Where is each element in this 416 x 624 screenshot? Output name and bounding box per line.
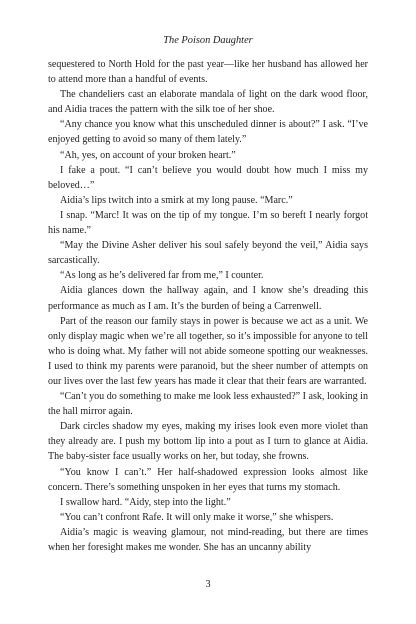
paragraph: “Any chance you know what this unscheduled dinner is about?” I ask. “I’ve enjoyed getting to avoid so many of them lately.” [48,119,368,146]
page-number: 3 [205,579,211,590]
paragraph: “May the Divine Asher deliver his soul safely beyond the veil,” Aidia says sarcastically. [48,240,368,267]
paragraph: Aidia’s magic is weaving glamour, not mind-reading, but there are times when her foresight makes me wonder. She has an uncanny ability [48,526,368,553]
paragraph: I swallow hard. “Aidy, step into the light.” [60,496,231,508]
paragraph: “Ah, yes, on account of your broken heart.” [60,149,236,161]
paragraph: Aidia glances down the hallway again, and I know she’s dreading this performance as much as I am. It’s the burden of being a Carrenwell. [48,285,368,312]
paragraph: The chandeliers cast an elaborate mandala of light on the dark wood floor, and Aidia traces the pattern with the silk toe of her shoe. [48,89,368,116]
paragraph: sequestered to North Hold for the past year—like her husband has allowed her to attend more than a handful of events. [48,59,368,86]
paragraph: I snap. “Marc! It was on the tip of my tongue. I’m so bereft I nearly forgot his name.” [48,209,368,237]
running-head: The Poison Daughter [163,35,253,46]
body-text [48,57,368,555]
paragraph: “Can’t you do something to make me look less exhausted?” I ask, looking in the hall mirror again. [48,391,368,418]
paragraph: Part of the reason our family stays in power is because we act as a unit. We only display magic when we’re all together, so it’s impossible for anyone to tell who is doing what. My father will not abide someone spotting our weaknesses. I used to think my parents were paranoid, but the sheer number of attempts on our lives over the last few years has made it clear that their fears are warranted. [48,315,368,387]
paragraph: Aidia’s lips twitch into a smirk at my long pause. “Marc.” [60,194,293,206]
paragraph: “As long as he’s delivered far from me,” I counter. [60,270,264,282]
paragraph: “You know I can’t.” Her half-shadowed expression looks almost like concern. There’s something unspoken in her eyes that turns my stomach. [48,466,368,493]
paragraph: “You can’t confront Rafe. It will only make it worse,” she whispers. [60,511,334,523]
paragraph: Dark circles shadow my eyes, making my irises look even more violet than they already are. I push my bottom lip into a pout as I turn to glance at Aidia. The baby-sister face usually works on her, but today, she frowns. [48,421,368,463]
paragraph: I fake a pout. “I can’t believe you would doubt how much I miss my beloved…” [48,164,368,191]
